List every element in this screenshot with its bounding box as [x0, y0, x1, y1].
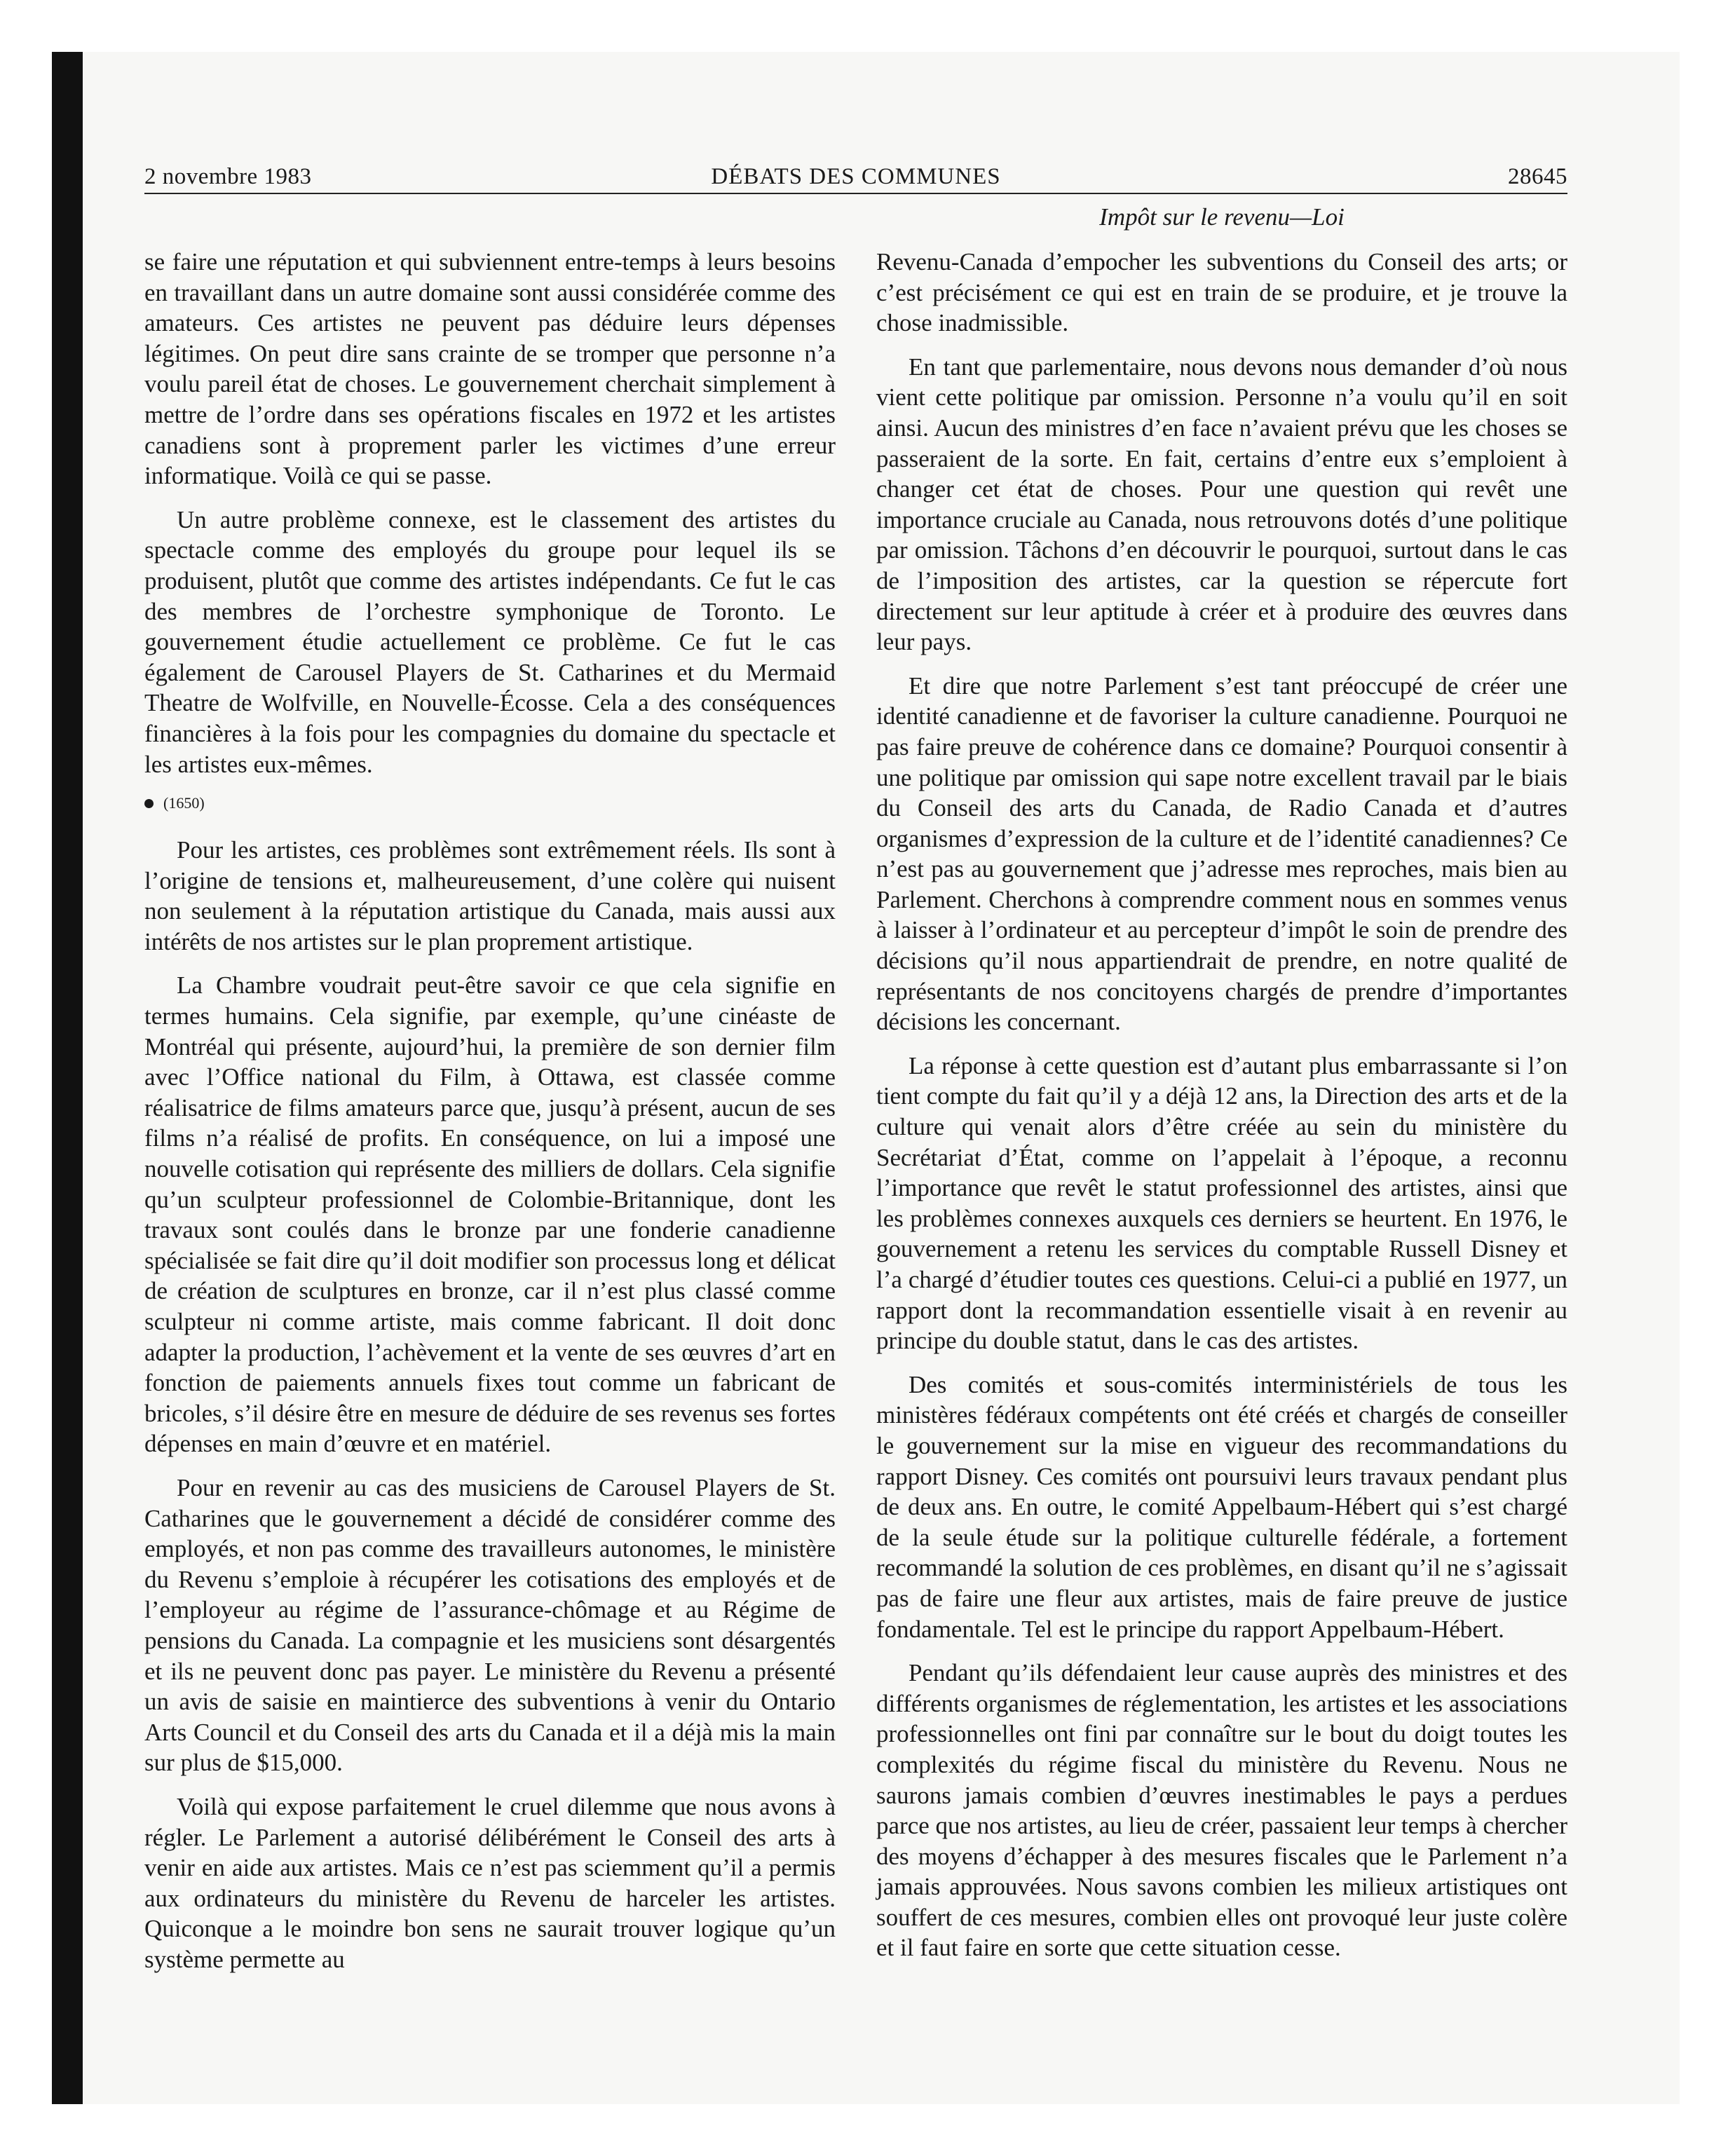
- paragraph: Et dire que notre Parlement s’est tant préoccupé de créer une identité canadienne et de favoriser la culture canadienne. Pourquoi ne pas faire preuve de cohérence dans ce domaine? Pourquoi consentir à une politique par omission qui sape notre excellent travail par le biais du Conseil des arts du Canada, de Radio Canada et d’autres organismes d’expression de la culture et de l’identité canadiennes? Ce n’est pas au gouvernement que j’adresse mes reproches, mais bien au Parlement. Cherchons à comprendre comment nous en sommes venus à laisser à l’ordinateur et au percepteur d’impôt le soin de prendre des décisions qu’il nous appartiendrait de prendre, en notre qualité de représentants de nos concitoyens chargés de prendre d’importantes décisions les concernant.: [876, 671, 1567, 1036]
- paragraph: Pendant qu’ils défendaient leur cause auprès des ministres et des différents organismes de réglementation, les artistes et les associations professionnelles ont fini par connaître sur le bout du doigt toutes les complexités du régime fiscal du ministère du Revenu. Nous ne saurons jamais combien d’œuvres inestimables le pays a perdues parce que nos artistes, au lieu de créer, passaient leur temps à chercher des moyens d’échapper à des mesures fiscales que le Parlement n’a jamais approuvées. Nous savons combien les milieux artistiques ont souffert de ces mesures, combien elles ont provoqué leur juste colère et il faut faire en sorte que cette situation cesse.: [876, 1659, 1567, 1962]
- paragraph: se faire une réputation et qui subviennent entre-temps à leurs besoins en travaillant dans un autre domaine sont aussi considérée comme des amateurs. Ces artistes ne peuvent pas déduire leurs dépenses légitimes. On peut dire sans crainte de se tromper que personne n’a voulu pareil état de choses. Le gouvernement cherchait simplement à mettre de l’ordre dans ses opérations fiscales en 1972 et les artistes canadiens sont à proprement parler les victimes d’une erreur informatique. Voilà ce qui se passe.: [144, 248, 836, 490]
- paragraph: En tant que parlementaire, nous devons nous demander d’où nous vient cette politique par omission. Personne n’a voulu qu’il en soit ainsi. Aucun des ministres d’en face n’avaient prévu que les choses se passeraient de la sorte. En fait, certains d’entre eux s’emploient à changer cet état de choses. Pour une question qui revêt une importance cruciale au Canada, nous retrouvons dotés d’une politique par omission. Tâchons d’en découvrir le pourquoi, surtout dans le cas de l’imposition des artistes, car la question se répercute fort directement sur leur aptitude à créer et à produire des œuvres dans leur pays.: [876, 353, 1567, 656]
- header-date: 2 novembre 1983: [144, 164, 312, 189]
- left-column: [144, 247, 836, 1988]
- header-page-number: 28645: [1508, 164, 1567, 189]
- paragraph: Voilà qui expose parfaitement le cruel dilemme que nous avons à régler. Le Parlement a autorisé délibérément le Conseil des arts à venir en aide aux artistes. Mais ce n’est pas sciemment qu’il a permis aux ordinateurs du ministère du Revenu de harceler les artistes. Quiconque a le moindre bon sens ne saurait trouver logique qu’un système permette au: [144, 1792, 836, 1973]
- paragraph: La Chambre voudrait peut-être savoir ce que cela signifie en termes humains. Cela signifie, par exemple, qu’une cinéaste de Montréal qui présente, aujourd’hui, la première de son dernier film avec l’Office national du Film, à Ottawa, est classée comme réalisatrice de films amateurs parce que, jusqu’à présent, aucun de ses films n’a réalisé de profits. En conséquence, on lui a imposé une nouvelle cotisation qui représente des milliers de dollars. Cela signifie qu’un sculpteur professionnel de Colombie-Britannique, dont les travaux sont coulés dans le bronze par une fonderie canadienne spécialisée se fait dire qu’il doit modifier son processus long et délicat de création de sculptures en bronze, car il n’est plus classé comme sculpteur ni comme artiste, mais comme fabricant. Il doit donc adapter la production, l’achèvement et la vente de ses œuvres d’art en fonction de paiements annuels fixes tout comme un fabricant de bricoles, s’il désire être en mesure de déduire de ses revenus ses fortes dépenses en main d’œuvre et en matériel.: [144, 971, 836, 1458]
- bullet-dot-icon: [144, 799, 154, 808]
- paragraph: Revenu-Canada d’empocher les subventions du Conseil des arts; or c’est précisément ce qui est en train de se produire, et je trouve la chose inadmissible.: [876, 248, 1567, 337]
- time-marker-label: (1650): [163, 794, 205, 812]
- paragraph: La réponse à cette question est d’autant plus embarrassante si l’on tient compte du fait qu’il y a déjà 12 ans, la Direction des arts et de la culture qui venait alors d’être créée au sein du ministère du Secrétariat d’État, comme on l’appelait à l’époque, a reconnu l’importance que revêt le statut professionnel des artistes, ainsi que les problèmes connexes auxquels ces derniers se heurtent. En 1976, le gouvernement a retenu les services du comptable Russell Disney et l’a chargé d’étudier toutes ces questions. Celui-ci a publié en 1977, un rapport dont la recommandation essentielle visait à en revenir au principe du double statut, dans le cas des artistes.: [876, 1051, 1567, 1355]
- section-title: Impôt sur le revenu—Loi: [1099, 203, 1345, 231]
- scan-black-border: [52, 52, 83, 2104]
- paragraph: Pour les artistes, ces problèmes sont extrêmement réels. Ils sont à l’origine de tensions et, malheureusement, d’une colère qui nuisent non seulement à la réputation artistique du Canada, mais aussi aux intérêts de nos artistes sur le plan proprement artistique.: [144, 836, 836, 955]
- right-column: [876, 247, 1567, 1977]
- header-title: DÉBATS DES COMMUNES: [711, 164, 1001, 189]
- paragraph: Un autre problème connexe, est le classement des artistes du spectacle comme des employés du groupe pour lequel ils se produisent, plutôt que comme des artistes indépendants. Ce fut le cas des membres de l’orchestre symphonique de Toronto. Le gouvernement étudie actuellement ce problème. Ce fut le cas également de Carousel Players de St. Catharines et du Mermaid Theatre de Wolfville, en Nouvelle-Écosse. Cela a des conséquences financières à la fois pour les compagnies du domaine du spectacle et les artistes eux-mêmes.: [144, 505, 836, 778]
- paragraph: Pour en revenir au cas des musiciens de Carousel Players de St. Catharines que le gouvernement a décidé de considérer comme des employés, et non pas comme des travailleurs autonomes, le ministère du Revenu s’emploie à récupérer les cotisations des employés et de l’employeur au régime de l’assurance-chômage et au Régime de pensions du Canada. La compagnie et les musiciens sont désargentés et ils ne peuvent donc pas payer. Le ministère du Revenu a présenté un avis de saisie en maintierce des subventions à venir du Ontario Arts Council et du Conseil des arts du Canada et il a déjà mis la main sur plus de $15,000.: [144, 1473, 836, 1777]
- time-marker: [144, 793, 836, 814]
- paragraph: Des comités et sous-comités interministériels de tous les ministères fédéraux compétents ont été créés et chargés de conseiller le gouvernement sur la mise en vigueur des recommandations du rapport Disney. Ces comités ont poursuivi leurs travaux pendant plus de deux ans. En outre, le comité Appelbaum-Hébert qui s’est chargé de la seule étude sur la politique culturelle fédérale, a fortement recommandé la solution de ces problèmes, en disant qu’il ne s’agissait pas de faire une fleur aux artistes, mais de faire preuve de justice fondamentale. Tel est le principe du rapport Appelbaum-Hébert.: [876, 1370, 1567, 1643]
- running-header: [144, 158, 1567, 194]
